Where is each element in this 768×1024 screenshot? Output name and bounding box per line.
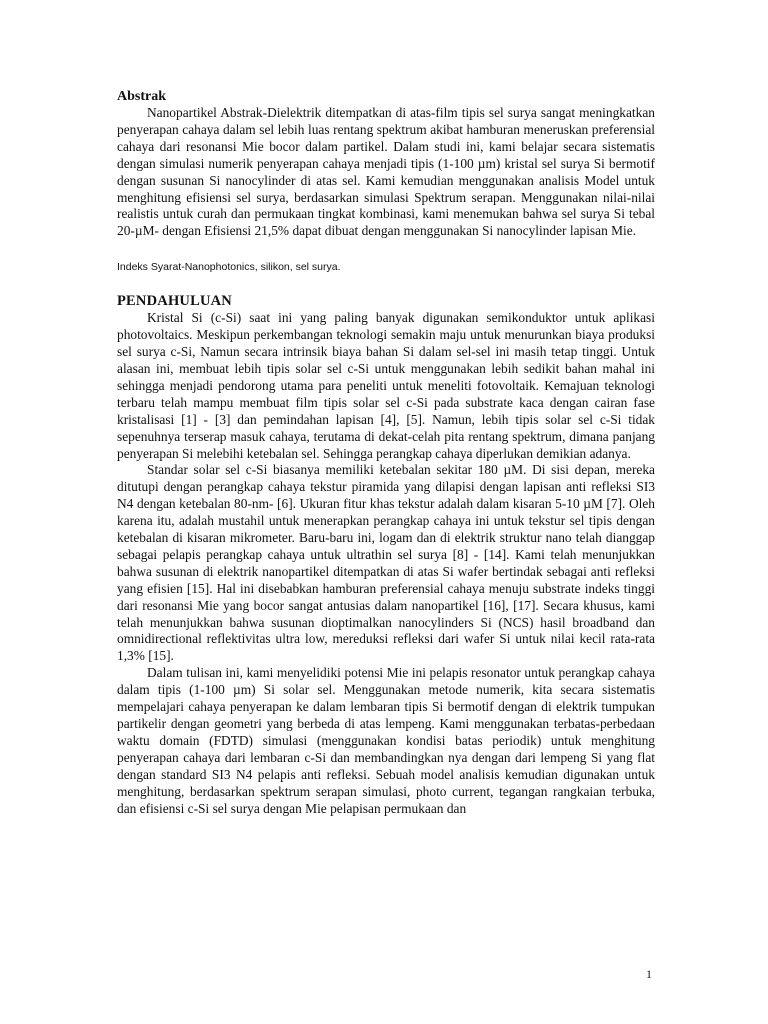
page-number: 1 — [646, 967, 652, 981]
intro-paragraph-1: Kristal Si (c-Si) saat ini yang paling banyak digunakan semikonduktor untuk aplikasi photovoltaics. Meskipun perkembangan teknologi semakin maju untuk menurunkan biaya produksi sel surya c-Si, Namun secara intrinsik biaya bahan Si dalam sel-sel ini masih tetap tinggi. Untuk alasan ini, membuat lebih tipis solar sel c-Si untuk menggunakan lebih sedikit bahan mahal ini sehingga menjadi pendorong utama para peneliti untuk meneliti fotovoltaik. Kemajuan teknologi terbaru telah mampu membuat film tipis solar sel c-Si pada substrate kaca dengan cairan fase kristalisasi [1] - [3] dan pemindahan lapisan [4], [5]. Namun, lebih tipis solar sel c-Si tidak sepenuhnya terserap masuk cahaya, terutama di dekat-celah pita rentang spektrum, dimana panjang penyerapan Si melebihi ketebalan sel. Sehingga perangkap cahaya diperlukan demikian adanya. — [117, 310, 655, 461]
abstract-heading: Abstrak — [117, 89, 167, 104]
keywords: Indeks Syarat-Nanophotonics, silikon, sel surya. — [117, 261, 341, 274]
abstract-text: Nanopartikel Abstrak-Dielektrik ditempatkan di atas-film tipis sel surya sangat meningkatkan penyerapan cahaya dalam sel lebih luas rentang spektrum akibat hamburan meneruskan preferensial cahaya dari resonansi Mie bocor dalam partikel. Dalam studi ini, kami belajar secara sistematis dengan simulasi numerik penyerapan cahaya menjadi tipis (1-100 µm) kristal sel surya Si bermotif dengan susunan Si nanocylinder di atas sel. Kami kemudian menggunakan analisis Model untuk menghitung efisiensi sel surya, berdasarkan simulasi Spektrum serapan. Menggunakan nilai-nilai realistis untuk curah dan permukaan tingkat kombinasi, kami menemukan bahwa sel surya Si tebal 20-µM- dengan Efisiensi 21,5% dapat dibuat dengan menggunakan Si nanocylinder lapisan Mie. — [117, 105, 655, 239]
intro-paragraph-3: Dalam tulisan ini, kami menyelidiki potensi Mie ini pelapis resonator untuk perangkap cahaya dalam tipis (1-100 µm) Si solar sel. Menggunakan metode numerik, kita secara sistematis mempelajari cahaya penyerapan ke dalam lembaran tipis Si bermotif dengan di elektrik tumpukan partikelir dengan geometri yang berbeda di atas lempeng. Kami menggunakan terbatas-perbedaan waktu domain (FDTD) simulasi (menggunakan kondisi batas periodik) untuk menghitung penyerapan cahaya dari lembaran c-Si dan membandingkan nya dengan dari lempeng Si yang flat dengan standard SI3 N4 pelapis anti refleksi. Sebuah model analisis kemudian digunakan untuk menghitung, berdasarkan spektrum serapan simulasi, photo current, tegangan rangkaian terbuka, dan efisiensi c-Si sel surya dengan Mie pelapisan permukaan dan — [117, 665, 655, 816]
section-title-introduction: PENDAHULUAN — [117, 293, 232, 310]
document-page — [117, 88, 655, 817]
intro-paragraph-2: Standar solar sel c-Si biasanya memiliki ketebalan sekitar 180 µM. Di sisi depan, mereka ditutupi dengan perangkap cahaya tekstur piramida yang dilapisi dengan lapisan anti refleksi SI3 N4 dengan ketebalan 80-nm- [6]. Ukuran fitur khas tekstur adalah dalam kisaran 5-10 µM [7]. Oleh karena itu, adalah mustahil untuk menerapkan perangkap cahaya ini untuk tekstur sel tipis dengan ketebalan di kisaran mikrometer. Baru-baru ini, logam dan di elektrik struktur nano telah dianggap sebagai pelapis perangkap cahaya untuk ultrathin sel surya [8] - [14]. Kami telah menunjukkan bahwa susunan di elektrik nanopartikel ditempatkan di atas Si wafer bertindak sebagai anti refleksi yang efisien [15]. Hal ini disebabkan hamburan preferensial cahaya menuju substrate indeks tinggi dari resonansi Mie yang bocor sangat antusias dalam nanopartikel [16], [17]. Secara khusus, kami telah menunjukkan bahwa susunan dioptimalkan nanocylinders Si (NCS) hasil broadband dan omnidirectional reflektivitas ultra low, mereduksi refleksi dari wafer Si untuk nilai kecil rata-rata 1,3% [15]. — [117, 462, 655, 664]
